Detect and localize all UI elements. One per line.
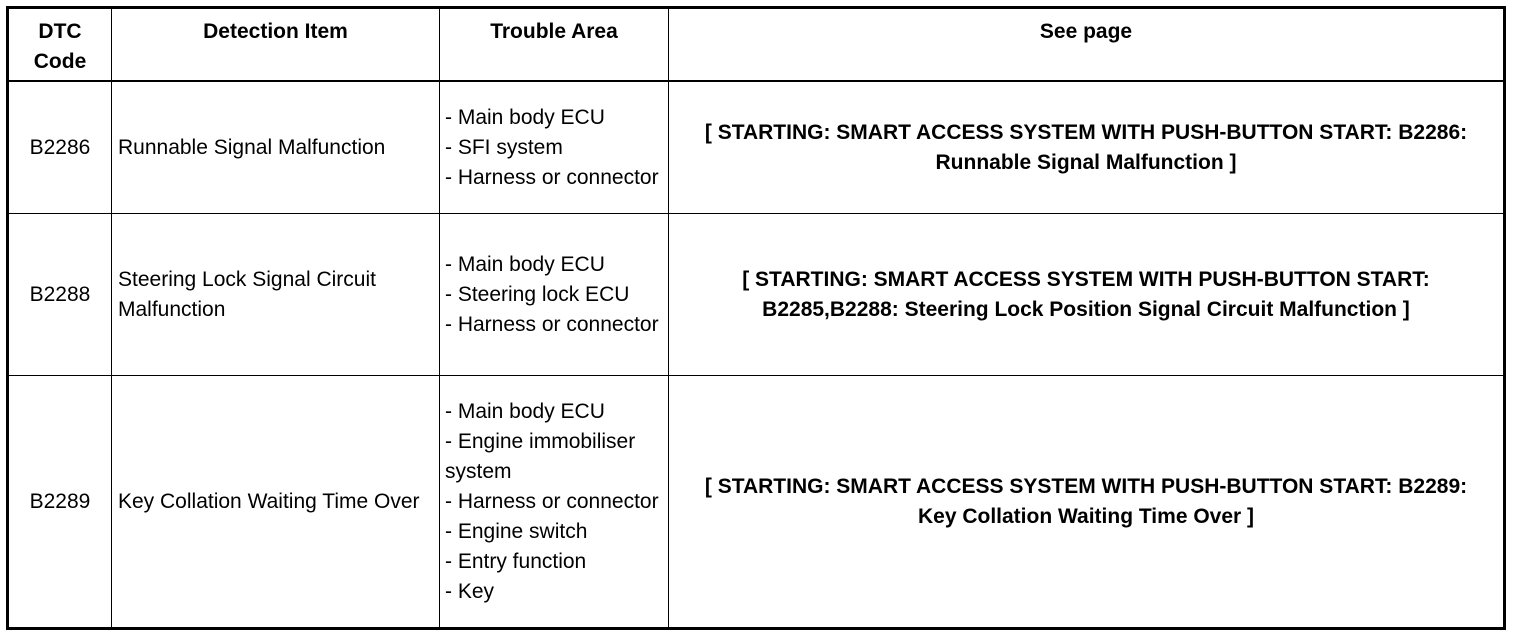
trouble-area-line: - Main body ECU xyxy=(445,399,605,423)
dtc-code-cell: B2286 xyxy=(8,81,112,214)
trouble-area-line: - Entry function xyxy=(445,549,587,573)
detection-item-cell: Runnable Signal Malfunction xyxy=(112,81,440,214)
dtc-table xyxy=(6,6,1506,630)
see-page-link[interactable]: [ STARTING: SMART ACCESS SYSTEM WITH PUSH-BUTTON START: B2285,B2288: Steering Lock Position Signal Circuit Malfunction ] xyxy=(669,214,1505,376)
see-page-link[interactable]: [ STARTING: SMART ACCESS SYSTEM WITH PUSH-BUTTON START: B2289: Key Collation Waiting Time Over ] xyxy=(669,376,1505,629)
trouble-area-line: - Harness or connector xyxy=(445,165,659,189)
dtc-code-cell: B2288 xyxy=(8,214,112,376)
trouble-area-cell xyxy=(440,214,669,376)
trouble-area-line: - SFI system xyxy=(445,135,563,159)
header-detection-item: Detection Item xyxy=(112,8,440,82)
trouble-area-cell xyxy=(440,81,669,214)
trouble-area-line: - Key xyxy=(445,579,495,603)
header-row xyxy=(8,8,1505,82)
trouble-area-line: - Main body ECU xyxy=(445,252,605,276)
trouble-area-line: - Harness or connector xyxy=(445,312,659,336)
table-row xyxy=(8,81,1505,214)
see-page-link[interactable]: [ STARTING: SMART ACCESS SYSTEM WITH PUSH-BUTTON START: B2286: Runnable Signal Malfunction ] xyxy=(669,81,1505,214)
dtc-code-cell: B2289 xyxy=(8,376,112,629)
table-row xyxy=(8,214,1505,376)
trouble-area-line: - Engine switch xyxy=(445,519,588,543)
trouble-area-line: - Harness or connector xyxy=(445,489,659,513)
header-see-page: See page xyxy=(669,8,1505,82)
trouble-area-line: - Main body ECU xyxy=(445,105,605,129)
detection-item-cell: Key Collation Waiting Time Over xyxy=(112,376,440,629)
table-row xyxy=(8,376,1505,629)
header-dtc-code: DTC Code xyxy=(8,8,112,82)
trouble-area-cell xyxy=(440,376,669,629)
trouble-area-line: - Engine immobiliser system xyxy=(445,429,636,483)
detection-item-cell: Steering Lock Signal Circuit Malfunction xyxy=(112,214,440,376)
trouble-area-line: - Steering lock ECU xyxy=(445,282,630,306)
header-trouble-area: Trouble Area xyxy=(440,8,669,82)
